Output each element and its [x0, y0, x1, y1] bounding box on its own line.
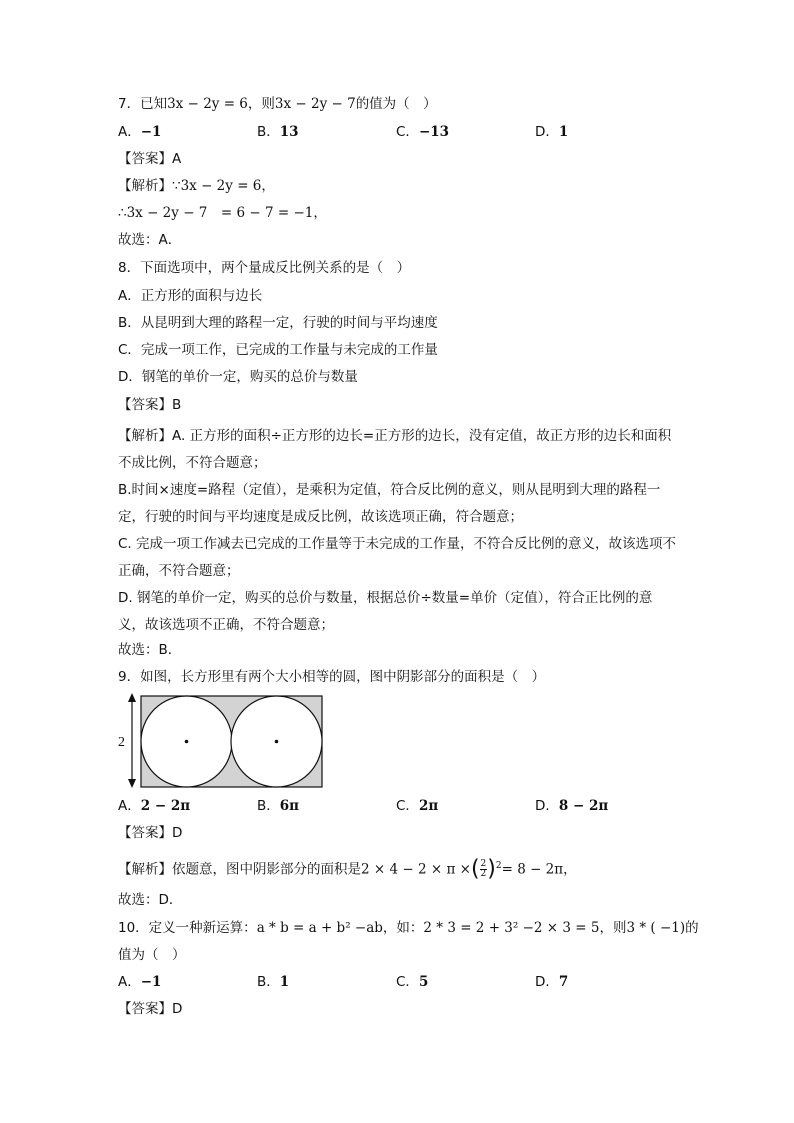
q9-arrow-head-bottom [128, 779, 136, 788]
q10-option-d: D．7 [535, 974, 569, 990]
q9-answer: 【答案】D [118, 825, 183, 841]
q9-conclusion: 故选：D． [118, 892, 183, 908]
q8-answer: 【答案】B [118, 397, 182, 413]
q8-option-a: A．正方形的面积与边长 [118, 288, 263, 304]
q7-analysis-2: ∴3x − 2y − 7 = 6 − 7 = −1， [118, 205, 327, 221]
q7-option-d: D．1 [535, 124, 569, 140]
q9-option-b: B．6π [257, 798, 300, 814]
q7-stem-post: 的值为（ ） [355, 96, 437, 112]
q9-option-c: C．2π [396, 798, 439, 814]
q7-stem-mid: ，则 [247, 96, 275, 112]
q8-option-d: D．钢笔的单价一定，购买的总价与数量 [118, 369, 358, 385]
q7-stem-pre: 7．已知 [118, 96, 168, 112]
q9-option-d: D．8 − 2π [535, 798, 609, 814]
q9-stem: 9．如图，长方形里有两个大小相等的圆，图中阴影部分的面积是（ ） [118, 669, 546, 685]
q9-center-left [185, 740, 189, 744]
q7-expr: 3x − 2y − 7 [274, 96, 356, 112]
q7-given: 3x − 2y = 6 [167, 96, 248, 112]
q9-figure-height-label: 2 [118, 735, 125, 750]
q9-option-a: A．2 − 2π [118, 798, 191, 814]
q8-option-b: B．从昆明到大理的路程一定，行驶的时间与平均速度 [118, 315, 438, 331]
q9-center-right [275, 740, 279, 744]
q10-stem: 10．定义一种新运算：a * b = a + b² −ab，如：2 * 3 = 2 + 3² −2 × 3 = 5，则3 * ( −1)的 [118, 920, 699, 936]
q10-option-b: B．1 [257, 974, 290, 990]
q10-answer: 【答案】D [118, 1001, 183, 1017]
q8-stem: 8．下面选项中，两个量成反比例关系的是（ ） [118, 260, 411, 276]
q8-analysis-c: C. 完成一项工作减去已完成的工作量等于未完成的工作量，不符合反比例的意义，故该选项不正确，不符合题意； [118, 536, 677, 579]
q7-option-b: B．13 [257, 124, 299, 140]
q8-analysis-d: D. 钢笔的单价一定，购买的总价与数量，根据总价÷数量=单价（定值），符合正比例的意义，故该选项不正确，不符合题意； [118, 590, 653, 633]
q9-figure [118, 693, 328, 793]
q9-arrow-head-top [128, 693, 136, 702]
q9-analysis: 【解析】依题意，图中阴影部分的面积是2 × 4 − 2 × π ×( $\frac{2}{2}$ )$^2$= 8 − 2π， [118, 856, 577, 882]
q9-fraction: $\frac{2}{2}$ [480, 859, 487, 879]
q8-conclusion: 故选：B． [118, 642, 182, 658]
q8-option-c: C．完成一项工作，已完成的工作量与未完成的工作量 [118, 342, 438, 358]
q8-analysis-a: 【解析】A. 正方形的面积÷正方形的边长=正方形的边长，没有定值，故正方形的边长和面积不成比例，不符合题意； [118, 428, 672, 471]
q7-conclusion: 故选：A． [118, 232, 182, 248]
q10-option-c: C．5 [396, 974, 429, 990]
q7-option-c: C．−13 [396, 124, 450, 140]
q7-analysis: 【解析】∵3x − 2y = 6， [118, 178, 275, 194]
q7-answer: 【答案】A [118, 151, 182, 167]
q7-stem [118, 95, 437, 113]
q7-option-a: A．−1 [118, 124, 162, 140]
q10-option-a: A．−1 [118, 974, 162, 990]
q10-stem-line2: 值为（ ） [118, 947, 186, 963]
q8-analysis-b: B.时间×速度=路程（定值），是乘积为定值，符合反比例的意义，则从昆明到大理的路程一定，行驶的时间与平均速度是成反比例，故该选项正确，符合题意； [118, 482, 661, 525]
